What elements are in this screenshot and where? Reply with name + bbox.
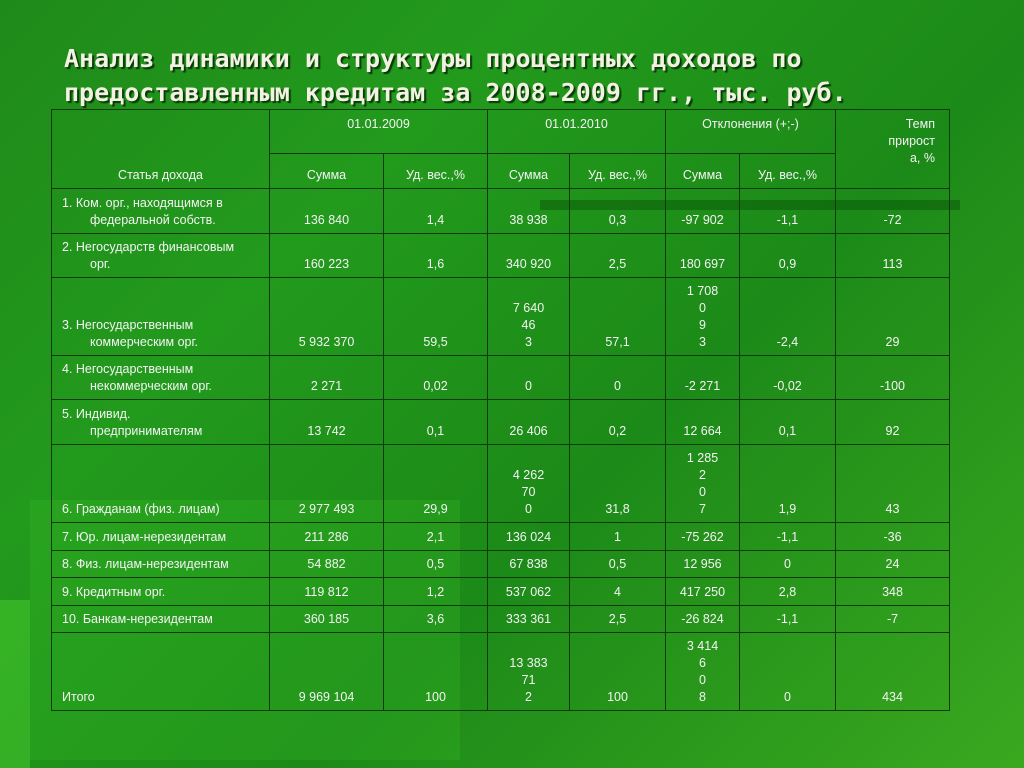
item-label: 5. Индивид. (62, 407, 131, 421)
cell-dev-share: 2,8 (740, 578, 836, 606)
slide-title (64, 42, 964, 110)
item-label-cell (52, 189, 270, 234)
cell-share-2009: 0,5 (384, 551, 488, 578)
cell-sum-2009: 2 271 (270, 356, 384, 400)
item-label-cont: орг. (90, 257, 111, 271)
cell-growth: -36 (836, 523, 950, 551)
item-label: 9. Кредитным орг. (62, 585, 166, 599)
cell-dev-sum: -26 824 (666, 606, 740, 633)
cell-share-2009: 1,6 (384, 234, 488, 278)
cell-share-2009: 0,1 (384, 400, 488, 445)
cell-dev-share: 0 (740, 551, 836, 578)
cell-share-2009: 29,9 (384, 445, 488, 523)
cell-sum-2009: 360 185 (270, 606, 384, 633)
item-label-cell (52, 445, 270, 523)
cell-growth: 29 (836, 278, 950, 356)
table-row (52, 278, 950, 356)
cell-share-2009: 3,6 (384, 606, 488, 633)
cell-growth: 113 (836, 234, 950, 278)
item-label-cont: коммерческим орг. (90, 335, 199, 349)
table-row (52, 234, 950, 278)
cell-share-2010: 31,8 (570, 445, 666, 523)
cell-share-2009: 2,1 (384, 523, 488, 551)
cell-sum-2009: 54 882 (270, 551, 384, 578)
item-label-cell (52, 578, 270, 606)
cell-sum-2009: 136 840 (270, 189, 384, 234)
cell-sum-2010: 136 024 (488, 523, 570, 551)
cell-dev-sum: 417 250 (666, 578, 740, 606)
item-label-cell (52, 278, 270, 356)
cell-growth: -100 (836, 356, 950, 400)
cell-share-2010: 100 (570, 633, 666, 711)
item-label: 6. Гражданам (физ. лицам) (62, 502, 220, 516)
item-label-cell (52, 633, 270, 711)
header-deviation: Отклонения (+;-) (666, 110, 836, 154)
cell-sum-2009: 13 742 (270, 400, 384, 445)
cell-sum-2009: 119 812 (270, 578, 384, 606)
cell-dev-share: -0,02 (740, 356, 836, 400)
cell-dev-sum: 3 414 6 0 8 (666, 633, 740, 711)
cell-dev-share: 1,9 (740, 445, 836, 523)
item-label-cell (52, 606, 270, 633)
cell-growth: 24 (836, 551, 950, 578)
item-label-cell (52, 523, 270, 551)
cell-dev-share: 0 (740, 633, 836, 711)
income-table (51, 109, 950, 711)
cell-growth: -7 (836, 606, 950, 633)
cell-dev-sum: 12 956 (666, 551, 740, 578)
header-item-cell (52, 110, 270, 189)
cell-dev-sum: -2 271 (666, 356, 740, 400)
table-row (52, 189, 950, 234)
cell-share-2010: 2,5 (570, 234, 666, 278)
table-row (52, 578, 950, 606)
cell-dev-share: 0,9 (740, 234, 836, 278)
cell-sum-2009: 2 977 493 (270, 445, 384, 523)
cell-sum-2010: 26 406 (488, 400, 570, 445)
cell-dev-sum: 12 664 (666, 400, 740, 445)
item-label-cell (52, 551, 270, 578)
slide-title-line: Анализ динамики и структуры процентных доходов по (64, 44, 802, 73)
table-row (52, 633, 950, 711)
cell-sum-2010: 537 062 (488, 578, 570, 606)
header-item: Статья дохода (118, 168, 203, 182)
cell-share-2010: 1 (570, 523, 666, 551)
item-label-cont: предпринимателям (90, 424, 203, 438)
cell-dev-share: -1,1 (740, 189, 836, 234)
header-sum: Сумма (488, 154, 570, 189)
cell-share-2010: 4 (570, 578, 666, 606)
cell-dev-share: 0,1 (740, 400, 836, 445)
cell-share-2010: 57,1 (570, 278, 666, 356)
cell-growth: 92 (836, 400, 950, 445)
cell-dev-sum: 1 285 2 0 7 (666, 445, 740, 523)
cell-sum-2009: 160 223 (270, 234, 384, 278)
cell-sum-2010: 7 640 46 3 (488, 278, 570, 356)
cell-sum-2009: 9 969 104 (270, 633, 384, 711)
cell-growth: 43 (836, 445, 950, 523)
cell-share-2009: 0,02 (384, 356, 488, 400)
cell-dev-sum: 1 708 0 9 3 (666, 278, 740, 356)
cell-sum-2010: 67 838 (488, 551, 570, 578)
header-sum: Сумма (666, 154, 740, 189)
item-label: Итого (62, 690, 95, 704)
header-share: Уд. вес.,% (570, 154, 666, 189)
cell-share-2009: 100 (384, 633, 488, 711)
item-label-cont: федеральной собств. (90, 213, 216, 227)
header-share: Уд. вес.,% (740, 154, 836, 189)
cell-sum-2010: 4 262 70 0 (488, 445, 570, 523)
cell-sum-2010: 38 938 (488, 189, 570, 234)
slide-title-line: предоставленным кредитам за 2008-2009 гг., тыс. руб. (64, 78, 847, 107)
table-row (52, 551, 950, 578)
cell-dev-sum: -75 262 (666, 523, 740, 551)
cell-growth: 434 (836, 633, 950, 711)
cell-growth: 348 (836, 578, 950, 606)
table-row (52, 606, 950, 633)
cell-sum-2009: 211 286 (270, 523, 384, 551)
table-row (52, 356, 950, 400)
item-label: 2. Негосударств финансовым (62, 240, 235, 254)
cell-share-2010: 0,2 (570, 400, 666, 445)
cell-sum-2010: 333 361 (488, 606, 570, 633)
cell-dev-share: -2,4 (740, 278, 836, 356)
header-date2: 01.01.2010 (488, 110, 666, 154)
cell-share-2010: 2,5 (570, 606, 666, 633)
cell-share-2010: 0 (570, 356, 666, 400)
item-label: 3. Негосударственным (62, 318, 194, 332)
cell-share-2009: 1,4 (384, 189, 488, 234)
header-date1: 01.01.2009 (270, 110, 488, 154)
cell-sum-2010: 13 383 71 2 (488, 633, 570, 711)
background-decoration (0, 600, 30, 768)
table-row (52, 523, 950, 551)
item-label: 8. Физ. лицам-нерезидентам (62, 557, 229, 571)
item-label-cont: некоммерческим орг. (90, 379, 212, 393)
cell-dev-sum: -97 902 (666, 189, 740, 234)
cell-dev-share: -1,1 (740, 523, 836, 551)
cell-dev-share: -1,1 (740, 606, 836, 633)
header-share: Уд. вес.,% (384, 154, 488, 189)
item-label: 10. Банкам-нерезидентам (62, 612, 213, 626)
item-label: 1. Ком. орг., находящимся в (62, 196, 223, 210)
cell-sum-2009: 5 932 370 (270, 278, 384, 356)
item-label: 4. Негосударственным (62, 362, 194, 376)
table-row (52, 445, 950, 523)
cell-sum-2010: 0 (488, 356, 570, 400)
cell-sum-2010: 340 920 (488, 234, 570, 278)
cell-share-2010: 0,3 (570, 189, 666, 234)
cell-dev-sum: 180 697 (666, 234, 740, 278)
cell-share-2009: 1,2 (384, 578, 488, 606)
table-row (52, 400, 950, 445)
header-sum: Сумма (270, 154, 384, 189)
item-label-cell (52, 400, 270, 445)
cell-share-2009: 59,5 (384, 278, 488, 356)
cell-share-2010: 0,5 (570, 551, 666, 578)
item-label-cell (52, 234, 270, 278)
cell-growth: -72 (836, 189, 950, 234)
item-label: 7. Юр. лицам-нерезидентам (62, 530, 227, 544)
header-growth: Темп прирост а, % (836, 110, 950, 189)
item-label-cell (52, 356, 270, 400)
